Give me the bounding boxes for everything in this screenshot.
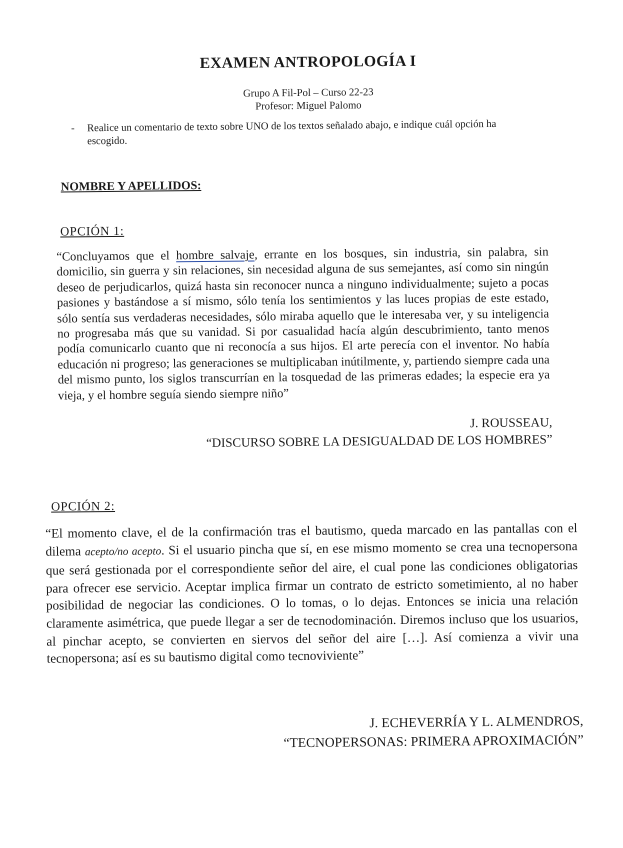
option2-quote-rest: . Si el usuario pincha que sí, en ese mismo momento se crea una tecnopersona que será gestionada por el correspondiente señor del aire, el cual pone las condiciones obligatorias para ofrecer ese servicio. Aceptar implica firmar un contrato de estricto sometimiento, al no haber posibilidad de negociar las condiciones. O lo tomas, o lo dejas. Entonces se inicia una relación claramente asimétrica, que puede llegar a ser de tecnodominación. Diremos incluso que los usuarios, al pinchar acepto, se convierten en siervos del señor del aire […]. Así comienza a vivir una tecnopersona; así es su bautismo digital como tecnoviviente” (45, 537, 579, 666)
instruction-bullet: - (71, 123, 75, 135)
option2-work: “TECNOPERSONAS: PRIMERA APROXIMACIÓN” (283, 732, 584, 751)
option1-quote (56, 244, 550, 403)
option2-attribution (153, 711, 583, 754)
option1-quote-rest: , errante en los bosques, sin industria, sin palabra, sin domicilio, sin guerra y sin relaciones, sin necesidad alguna de sus semejantes, así como sin ningún deseo de perjudicarlos, quizá hasta sin reconocer nunca a ninguno individualmente; sujeto a pocas pasiones y bastándose a sí mismo, sólo tenía los sentimientos y las luces propias de este estado, sólo sentía sus verdaderas necesidades, sólo miraba aquello que le interesaba ver, y su inteligencia no progresaba más que su vanidad. Si por casualidad hacía algún descubrimiento, tanto menos podía comunicarlo cuanto que ni reconocía a sus hijos. El arte perecía con el inventor. No había educación ni progreso; las generaciones se multiplicaban inútilmente, y, partiendo siempre cada una del mismo punto, los siglos transcurrían en la tosquedad de las primeras edades; la especie era ya vieja, y el hombre seguía siendo siempre niño” (56, 244, 550, 403)
exam-title: EXAMEN ANTROPOLOGÍA I (199, 52, 417, 73)
option2-quote-start: “El momento clave, el de la confirmación tras el bautismo, queda marcado en las pantallas con el dilema (45, 520, 578, 559)
professor-line: Profesor: Miguel Palomo (255, 100, 362, 113)
option2-author: J. ECHEVERRÍA Y L. ALMENDROS, (369, 713, 584, 731)
option1-quote-start: “Concluyamos que el (56, 248, 177, 264)
name-label: NOMBRE Y APELLIDOS: (60, 178, 202, 194)
option1-underlined-phrase: hombre salvaje (176, 247, 255, 263)
option1-label: OPCIÓN 1: (60, 223, 125, 239)
option1-author: J. ROUSSEAU, (470, 415, 553, 431)
option2-italic-phrase: acepto/no acepto (84, 545, 162, 558)
instruction-text: Realice un comentario de texto sobre UNO de los textos señalado abajo, e indique cuál opción ha escogido. (87, 118, 497, 148)
group-line: Grupo A Fil-Pol – Curso 22-23 (243, 87, 374, 100)
option1-work: “DISCURSO SOBRE LA DESIGUALDAD DE LOS HOMBRES” (206, 432, 553, 450)
instruction (71, 118, 537, 149)
option1-attribution (120, 414, 552, 453)
option2-label: OPCIÓN 2: (51, 498, 116, 514)
option2-quote (45, 519, 578, 667)
